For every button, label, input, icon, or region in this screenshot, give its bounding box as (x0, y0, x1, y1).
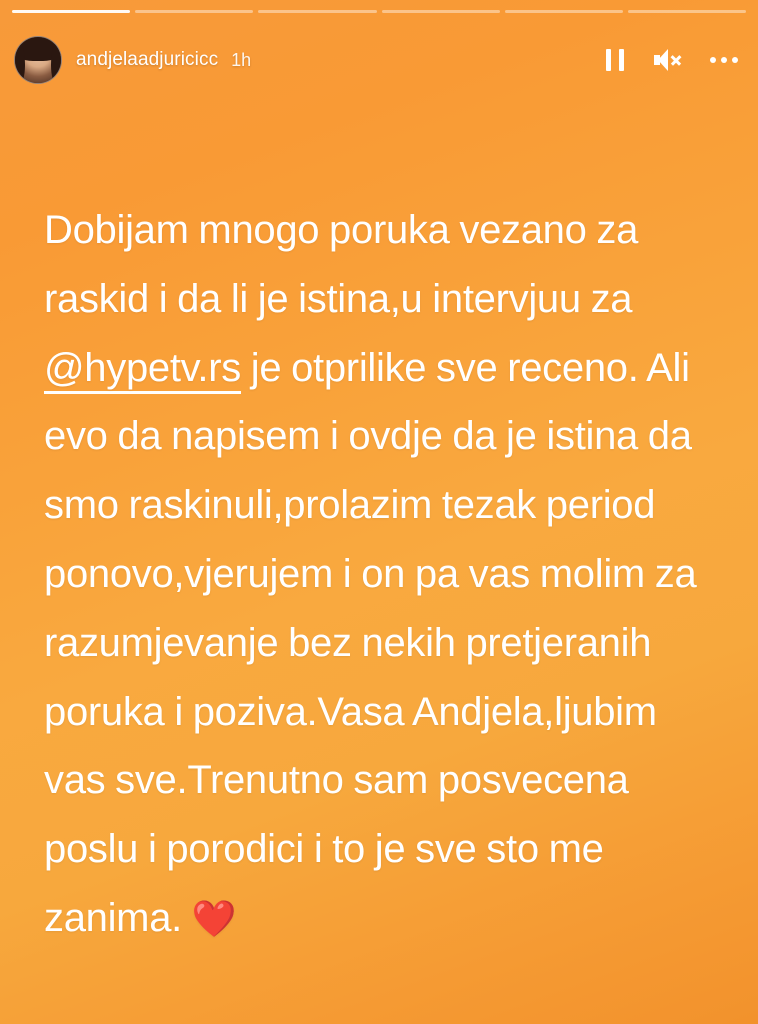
progress-segment[interactable] (505, 10, 623, 13)
more-options-button[interactable] (710, 57, 738, 63)
story-header (14, 32, 744, 88)
story-text-block (44, 196, 718, 953)
mute-button[interactable] (654, 49, 680, 71)
avatar-hair-right (51, 41, 62, 84)
heart-emoji: ❤️ (191, 897, 237, 939)
pause-button[interactable] (606, 49, 624, 71)
progress-segment[interactable] (382, 10, 500, 13)
progress-segment[interactable] (258, 10, 376, 13)
pause-icon (606, 49, 624, 71)
avatar[interactable] (14, 36, 62, 84)
mention-link[interactable]: @hypetv.rs (44, 346, 241, 394)
story-text-part-1: Dobijam mnogo poruka vezano za raskid i da li je istina,u intervjuu za (44, 208, 639, 321)
header-actions (606, 49, 744, 71)
timestamp-label: 1h (231, 49, 252, 70)
story-progress-bar (12, 10, 746, 13)
progress-segment[interactable] (628, 10, 746, 13)
progress-segment[interactable] (135, 10, 253, 13)
story-text-part-2: je otprilike sve receno. Ali evo da napisem i ovdje da je istina da smo raskinuli,prolazim tezak period ponovo,vjerujem i on pa vas molim za razumjevanje bez nekih pretjeranih poruka i poziva.Vasa Andjela,ljubim vas sve.Trenutno sam posvecena poslu i porodici i to je sve sto me zanima. (44, 345, 697, 940)
username-label[interactable]: andjelaadjuricicc (76, 49, 219, 70)
progress-segment[interactable] (12, 10, 130, 13)
more-options-icon (710, 57, 738, 63)
mute-icon (654, 49, 680, 71)
